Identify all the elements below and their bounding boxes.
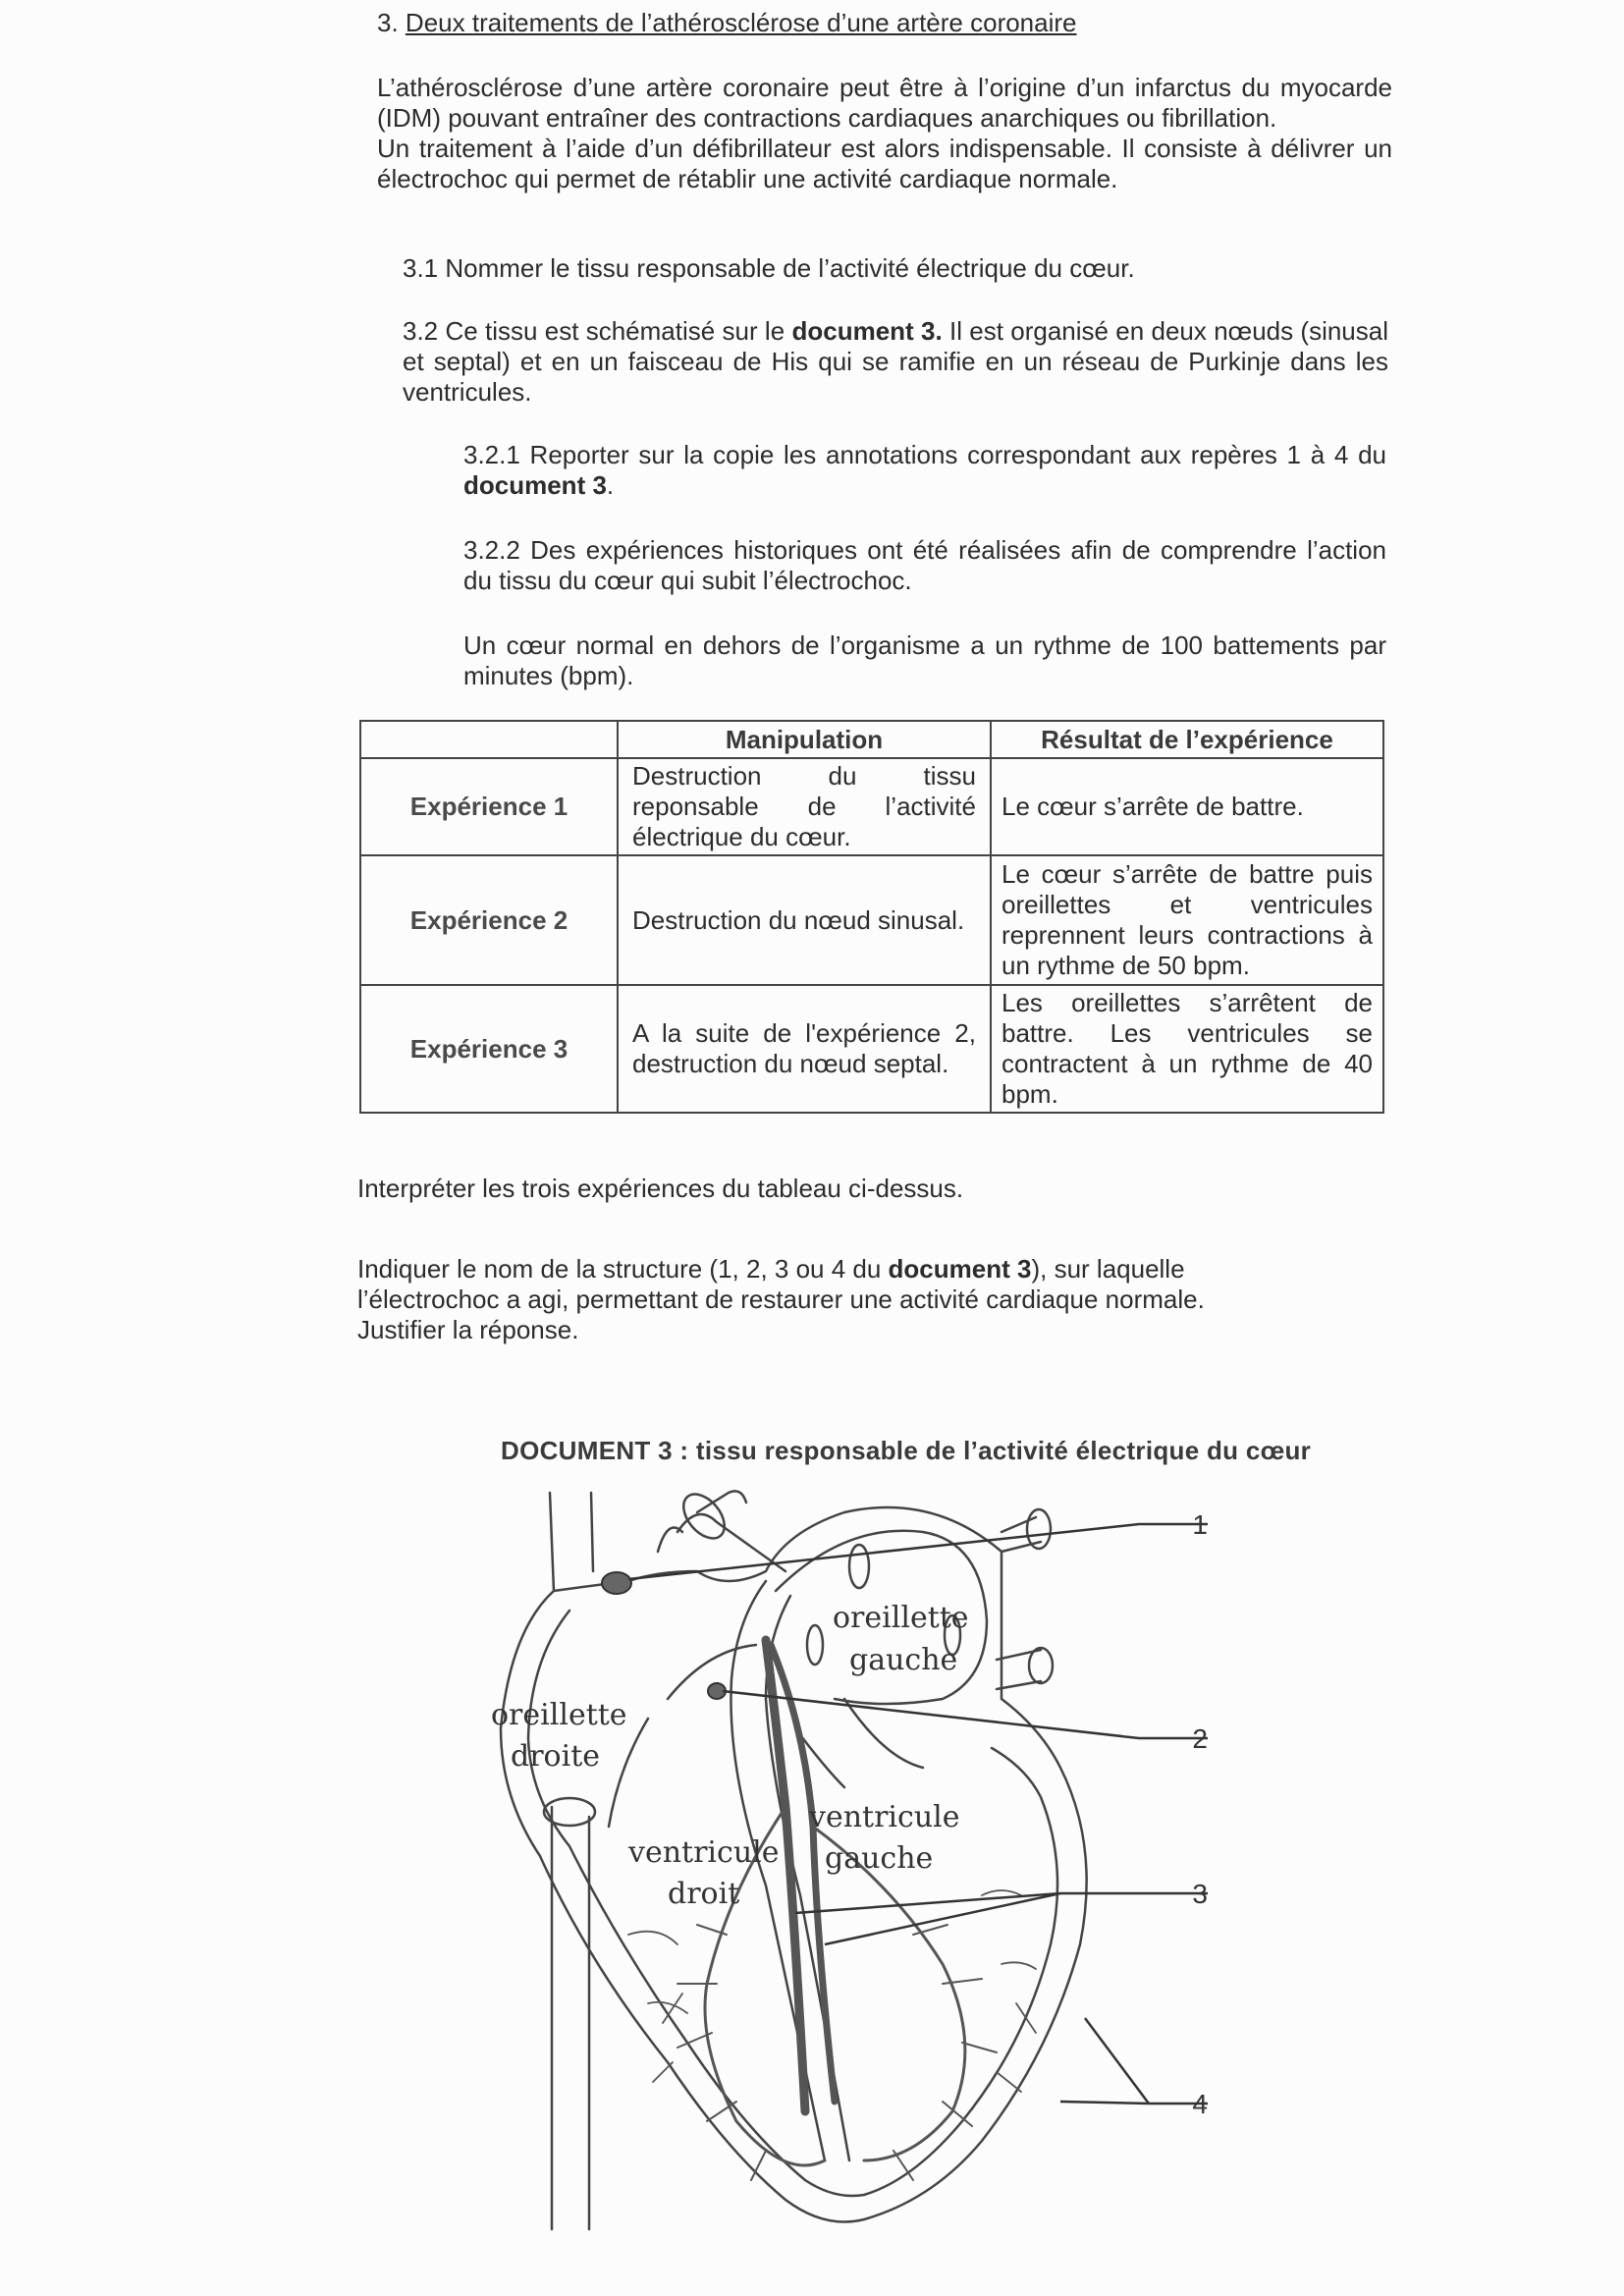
intro-paragraph-2: Un traitement à l’aide d’un défibrillateur est alors indispensable. Il consiste à délivrer un électrochoc qui permet de rétablir une activité cardiaque normale. <box>377 134 1392 193</box>
row-manipulation: Destruction du nœud sinusal. <box>618 855 991 985</box>
document-ref: document 3. <box>791 316 943 346</box>
section-title <box>377 8 1077 38</box>
q3-2-1-before: 3.2.1 Reporter sur la copie les annotations correspondant aux repères 1 à 4 du <box>463 440 1386 469</box>
table-row <box>360 758 1383 855</box>
section-title-text: Deux traitements de l’athérosclérose d’une artère coronaire <box>405 8 1077 37</box>
section-number: 3. <box>377 8 399 37</box>
justify-line: Justifier la réponse. <box>357 1315 579 1344</box>
row-resultat: Les oreillettes s’arrêtent de battre. Les ventricules se contractent à un rythme de 40 bpm. <box>991 985 1383 1113</box>
label-oreillette-droite-2: droite <box>511 1739 601 1774</box>
question-3-2 <box>403 316 1388 408</box>
label-ventricule-gauche-1: ventricule <box>809 1800 960 1834</box>
table-header-manipulation: Manipulation <box>618 721 991 758</box>
marker-1: 1 <box>1192 1509 1208 1540</box>
row-manipulation: A la suite de l'expérience 2, destruction du nœud septal. <box>618 985 991 1113</box>
q3-2-1-after: . <box>606 470 615 500</box>
q3-2-after: Il est organisé en deux nœuds (sinusal et septal) et en un faisceau de His qui se ramifie en un réseau de Purkinje dans les ventricules. <box>403 316 1388 407</box>
table-header-row <box>360 721 1383 758</box>
row-resultat: Le cœur s’arrête de battre. <box>991 758 1383 855</box>
row-resultat: Le cœur s’arrête de battre puis oreillettes et ventricules reprennent leurs contractions à un rythme de 50 bpm. <box>991 855 1383 985</box>
question-3-1: 3.1 Nommer le tissu responsable de l’activité électrique du cœur. <box>403 253 1135 283</box>
document-3-title: DOCUMENT 3 : tissu responsable de l’activité électrique du cœur <box>501 1436 1312 1465</box>
label-oreillette-droite-1: oreillette <box>491 1698 627 1732</box>
label-oreillette-gauche-2: gauche <box>849 1643 958 1677</box>
indicate-before: Indiquer le nom de la structure (1, 2, 3 ou 4 du <box>357 1254 889 1284</box>
row-label: Expérience 3 <box>360 985 618 1113</box>
marker-2: 2 <box>1192 1723 1208 1754</box>
row-manipulation: Destruction du tissu reponsable de l’activité électrique du cœur. <box>618 758 991 855</box>
heart-conduction-diagram <box>471 1473 1218 2239</box>
marker-4: 4 <box>1192 2089 1208 2119</box>
table-header-resultat: Résultat de l’expérience <box>991 721 1383 758</box>
label-ventricule-droit-2: droit <box>668 1877 740 1911</box>
indicate-paragraph <box>357 1254 1300 1315</box>
table-row <box>360 855 1383 985</box>
table-header-empty <box>360 721 618 758</box>
sinus-node <box>602 1572 631 1594</box>
row-label: Expérience 1 <box>360 758 618 855</box>
label-ventricule-gauche-2: gauche <box>825 1841 934 1876</box>
interpret-question: Interpréter les trois expériences du tableau ci-dessus. <box>357 1174 964 1203</box>
experiments-table <box>359 720 1384 1114</box>
intro-paragraph-1: L’athérosclérose d’une artère coronaire peut être à l’origine d’un infarctus du myocarde (IDM) pouvant entraîner des contractions cardiaques anarchiques ou fibrillation. <box>377 73 1392 133</box>
row-label: Expérience 2 <box>360 855 618 985</box>
intro <box>377 73 1392 194</box>
indicate-after: ), sur laquelle l’électrochoc a agi, permettant de restaurer une activité cardiaque normale. <box>357 1254 1205 1314</box>
indicate-question <box>357 1254 1300 1345</box>
label-oreillette-gauche-1: oreillette <box>833 1601 969 1635</box>
question-3-2-1 <box>463 440 1386 501</box>
normal-heart-rate: Un cœur normal en dehors de l’organisme a un rythme de 100 battements par minutes (bpm). <box>463 630 1386 690</box>
table-row <box>360 985 1383 1113</box>
document-ref: document 3 <box>888 1254 1032 1284</box>
q3-2-before: 3.2 Ce tissu est schématisé sur le <box>403 316 792 346</box>
document-ref: document 3 <box>463 470 607 500</box>
marker-3: 3 <box>1192 1879 1208 1909</box>
label-ventricule-droit-1: ventricule <box>628 1835 780 1870</box>
question-3-2-2: 3.2.2 Des expériences historiques ont été réalisées afin de comprendre l’action du tissu du cœur qui subit l’électrochoc. <box>463 535 1386 595</box>
